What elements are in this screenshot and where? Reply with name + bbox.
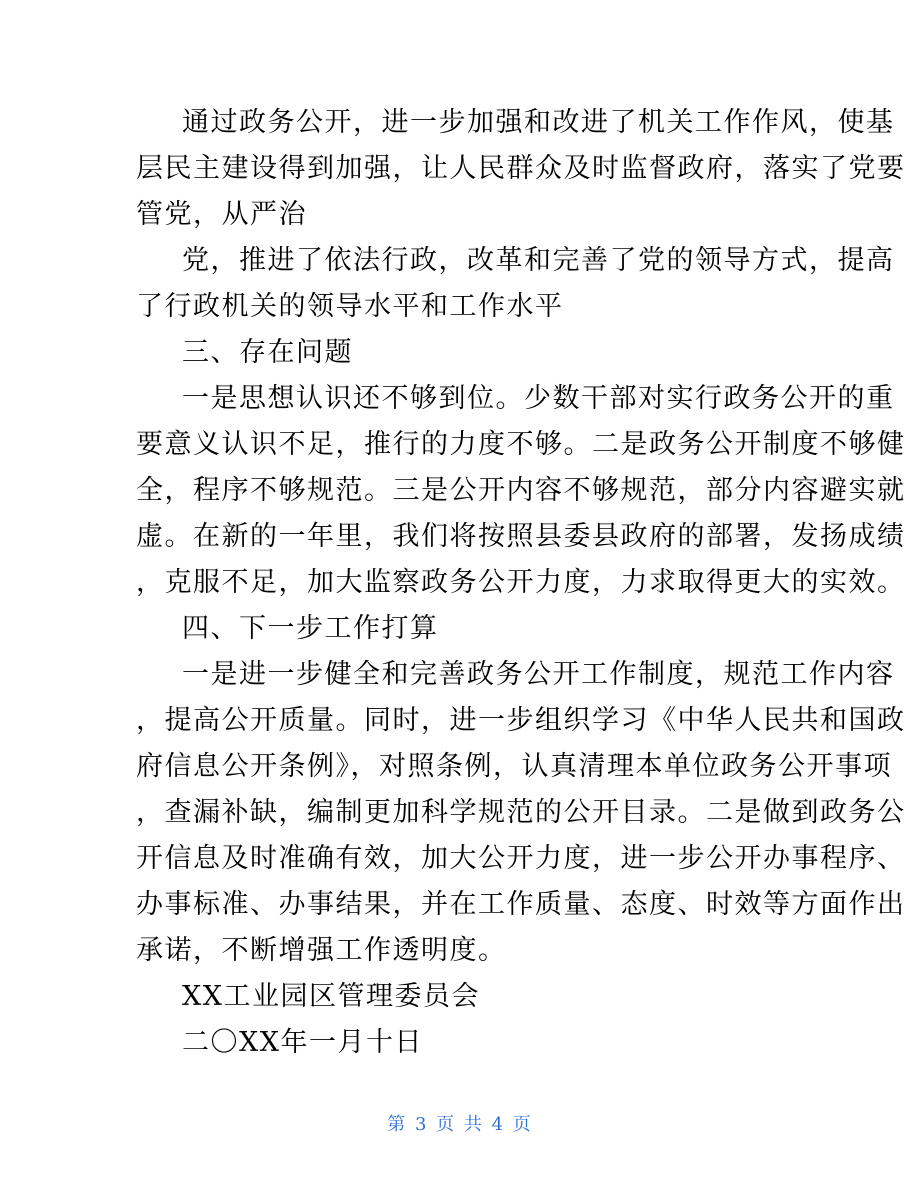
document-body bbox=[136, 100, 906, 1066]
page-number-footer: 第 3 页 共 4 页 bbox=[387, 1114, 533, 1135]
paragraph-line: ，克服不足，加大监察政务公开力度，力求取得更大的实效。 bbox=[136, 567, 906, 598]
paragraph-line: 承诺，不断增强工作透明度。 bbox=[136, 935, 507, 966]
paragraph-line: ，提高公开质量。同时，进一步组织学习《中华人民共和国政 bbox=[136, 705, 906, 736]
signature-organization: XX工业园区管理委员会 bbox=[182, 981, 480, 1012]
paragraph-line: 管党，从严治 bbox=[136, 199, 307, 230]
section-heading: 四、下一步工作打算 bbox=[182, 613, 439, 644]
paragraph-line: 了行政机关的领导水平和工作水平 bbox=[136, 291, 564, 322]
paragraph-line: 一是进一步健全和完善政务公开工作制度，规范工作内容 bbox=[182, 659, 895, 690]
paragraph-line: 一是思想认识还不够到位。少数干部对实行政务公开的重 bbox=[182, 383, 895, 414]
signature-date: 二〇XX年一月十日 bbox=[182, 1027, 423, 1058]
paragraph-line: 党，推进了依法行政，改革和完善了党的领导方式，提高 bbox=[182, 245, 895, 276]
paragraph-line: 办事标准、办事结果，并在工作质量、态度、时效等方面作出 bbox=[136, 889, 906, 920]
paragraph-line: 通过政务公开，进一步加强和改进了机关工作作风，使基 bbox=[182, 107, 895, 138]
paragraph-line: 层民主建设得到加强，让人民群众及时监督政府，落实了党要 bbox=[136, 153, 906, 184]
paragraph-line: 开信息及时准确有效，加大公开力度，进一步公开办事程序、 bbox=[136, 843, 906, 874]
paragraph-line: 要意义认识不足，推行的力度不够。二是政务公开制度不够健 bbox=[136, 429, 906, 460]
paragraph-line: 虚。在新的一年里，我们将按照县委县政府的部署，发扬成绩 bbox=[136, 521, 906, 552]
paragraph-line: 府信息公开条例》，对照条例，认真清理本单位政务公开事项 bbox=[136, 751, 892, 782]
section-heading: 三、存在问题 bbox=[182, 337, 353, 368]
paragraph-line: 全，程序不够规范。三是公开内容不够规范，部分内容避实就 bbox=[136, 475, 906, 506]
paragraph-line: ，查漏补缺，编制更加科学规范的公开目录。二是做到政务公 bbox=[136, 797, 906, 828]
